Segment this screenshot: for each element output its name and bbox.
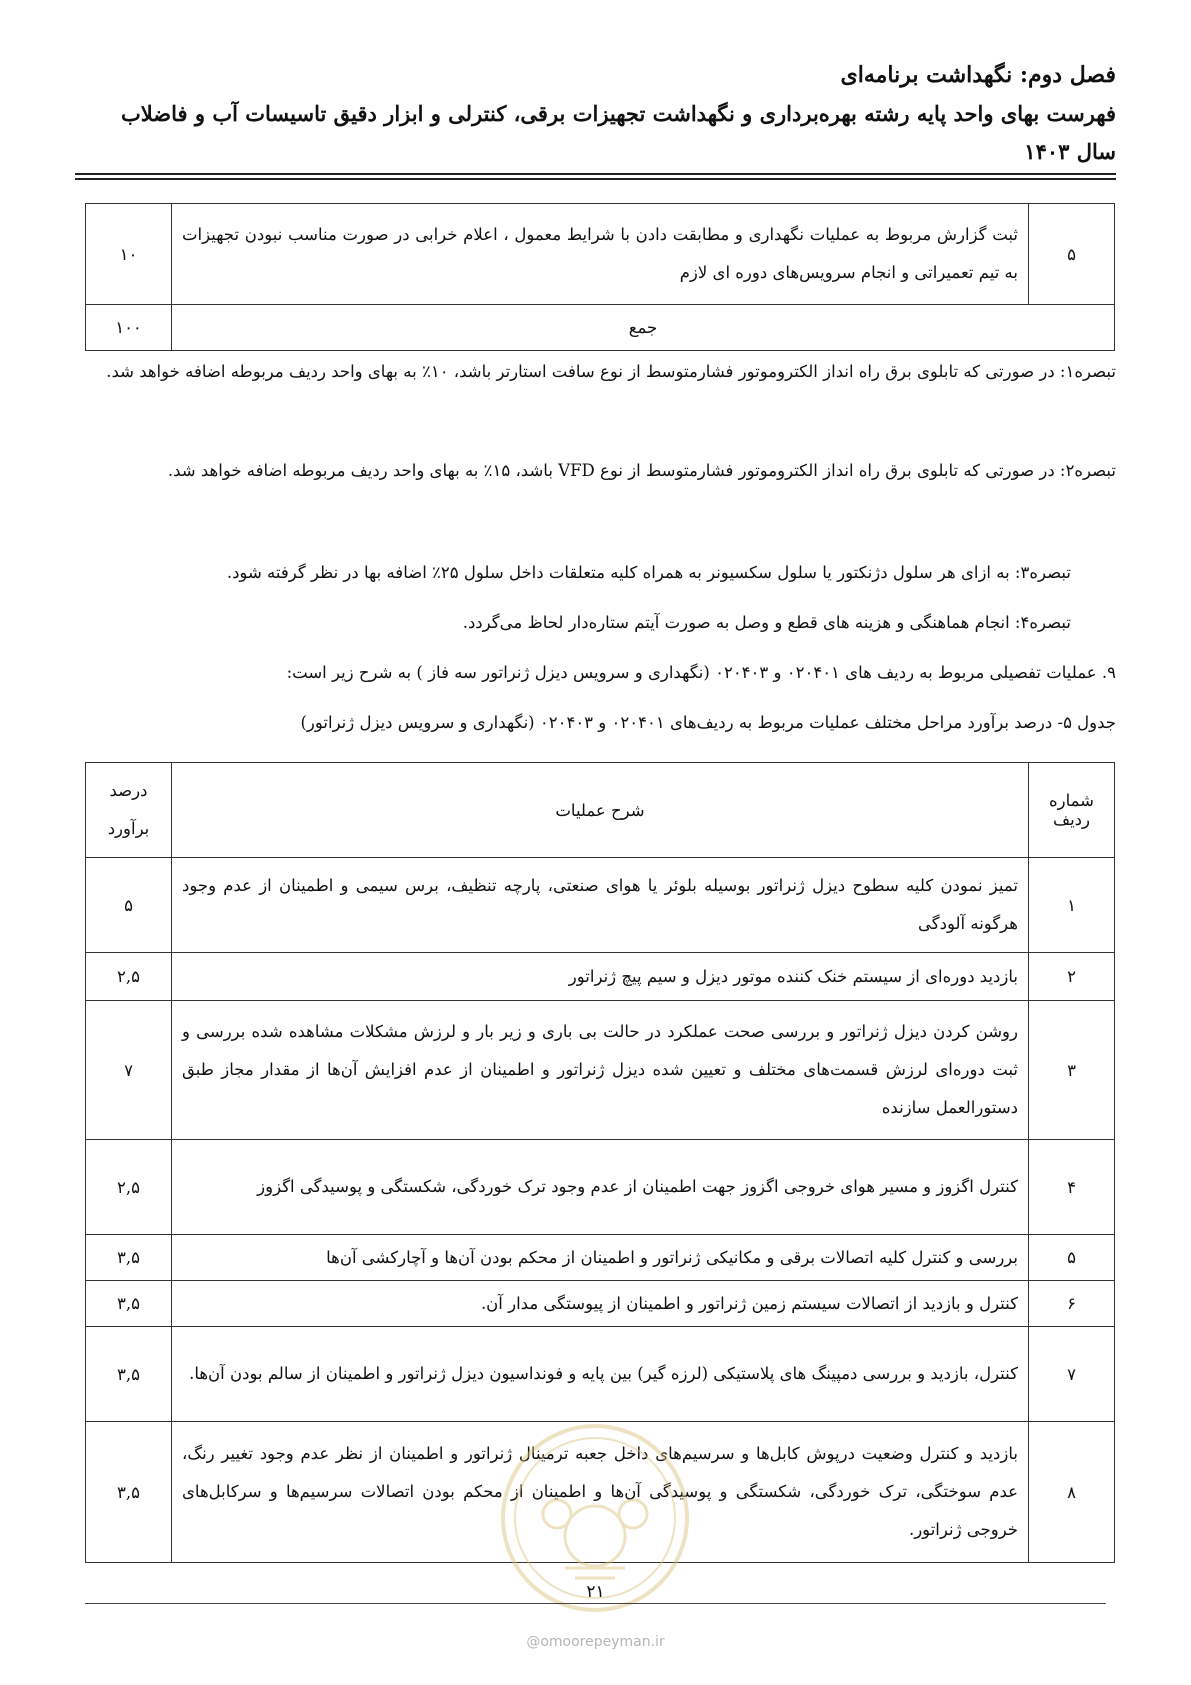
row-description: بازدید و کنترل وضعیت درپوش کابل‌ها و سرسیم‌های داخل جعبه ترمینال ژنراتور و اطمینان از نظر عدم وجود تغییر رنگ، عدم سوختگی، ترک خوردگی، شکستگی و پوسیدگی آن‌ها و اطمینان از محکم بودن اتصالات سرسیم‌ها و سرکابل‌های خروجی ژنراتور. <box>172 1422 1029 1563</box>
row-percent: ۷ <box>86 1001 172 1140</box>
table-header-row <box>86 763 1115 858</box>
table-row <box>86 1001 1115 1140</box>
row-percent: ۳,۵ <box>86 1422 172 1563</box>
note-2: تبصره۲: در صورتی که تابلوی برق راه انداز الکتروموتور فشارمتوسط از نوع VFD باشد، ۱۵٪ به بهای واحد ردیف مربوطه اضافه خواهد شد. <box>167 461 1116 480</box>
row-description: بازدید دوره‌ای از سیستم خنک کننده موتور دیزل و سیم پیچ ژنراتور <box>172 953 1029 1001</box>
row-percent: ۱۰ <box>86 204 172 305</box>
total-label: جمع <box>172 305 1115 351</box>
row-percent: ۲,۵ <box>86 1140 172 1235</box>
row-number: ۵ <box>1029 204 1115 305</box>
row-description: کنترل و بازدید از اتصالات سیستم زمین ژنراتور و اطمینان از پیوستگی مدار آن. <box>172 1281 1029 1327</box>
header-description: شرح عملیات <box>172 763 1029 858</box>
row-number: ۸ <box>1029 1422 1115 1563</box>
document-title: فهرست بهای واحد پایه رشته بهره‌برداری و نگهداشت تجهیزات برقی، کنترلی و ابزار دقیق تاسیسات آب و فاضلاب سال ۱۴۰۳ <box>120 101 1116 164</box>
row-percent: ۲,۵ <box>86 953 172 1001</box>
row-number: ۶ <box>1029 1281 1115 1327</box>
row-number: ۷ <box>1029 1327 1115 1422</box>
continued-table <box>85 203 1115 351</box>
watermark-url: @omoorepeyman.ir <box>526 1634 665 1650</box>
table-row <box>86 858 1115 953</box>
header-rule <box>75 173 1116 175</box>
header-rule-double <box>75 178 1116 180</box>
row-percent: ۳,۵ <box>86 1235 172 1281</box>
total-row <box>86 305 1115 351</box>
row-number: ۴ <box>1029 1140 1115 1235</box>
page-header <box>75 55 1116 171</box>
row-percent: ۳,۵ <box>86 1327 172 1422</box>
table-5-caption: جدول ۵- درصد برآورد مراحل مختلف عملیات مربوط به ردیف‌های ۰۲۰۴۰۱ و ۰۲۰۴۰۳ (نگهداری و سرویس دیزل ژنراتور) <box>300 713 1116 732</box>
table-row <box>86 1235 1115 1281</box>
table-row <box>86 953 1115 1001</box>
row-number: ۱ <box>1029 858 1115 953</box>
note-4: تبصره۴: انجام هماهنگی و هزینه های قطع و وصل به صورت آیتم ستاره‌دار لحاظ می‌گردد. <box>462 613 1071 632</box>
row-description: تمیز نمودن کلیه سطوح دیزل ژنراتور بوسیله بلوئر یا هوای صنعتی، پارچه تنظیف، برس سیمی و اطمینان از عدم وجود هرگونه آلودگی <box>172 858 1029 953</box>
chapter-title: فصل دوم: نگهداشت برنامه‌ای <box>840 62 1116 88</box>
row-number: ۵ <box>1029 1235 1115 1281</box>
row-description: روشن کردن دیزل ژنراتور و بررسی صحت عملکرد در حالت بی باری و زیر بار و لرزش مشکلات مشاهده شده بررسی و ثبت دوره‌ای لرزش قسمت‌های مختلف و تعیین شده دیزل ژنراتور و اطمینان از عدم افزایش آن‌ها از مقدار مجاز طبق دستورالعمل سازنده <box>172 1001 1029 1140</box>
table-row <box>86 1327 1115 1422</box>
row-description: کنترل، بازدید و بررسی دمپینگ های پلاستیکی (لرزه گیر) بین پایه و فونداسیون دیزل ژنراتور و اطمینان از سالم بودن آن‌ها. <box>172 1327 1029 1422</box>
row-description: ثبت گزارش مربوط به عملیات نگهداری و مطابقت دادن با شرایط معمول ، اعلام خرابی در صورت مناسب نبودن تجهیزات به تیم تعمیراتی و انجام سرویس‌های دوره ای لازم <box>172 204 1029 305</box>
header-percent: درصد برآورد <box>86 763 172 858</box>
footer-rule <box>85 1603 1106 1604</box>
table-row <box>86 204 1115 305</box>
row-number: ۲ <box>1029 953 1115 1001</box>
table-row <box>86 1140 1115 1235</box>
table-row <box>86 1281 1115 1327</box>
row-percent: ۵ <box>86 858 172 953</box>
note-1: تبصره۱: در صورتی که تابلوی برق راه انداز الکتروموتور فشارمتوسط از نوع سافت استارتر باشد، ۱۰٪ به بهای واحد ردیف مربوطه اضافه خواهد شد. <box>106 362 1116 381</box>
total-value: ۱۰۰ <box>86 305 172 351</box>
row-percent: ۳,۵ <box>86 1281 172 1327</box>
row-number: ۳ <box>1029 1001 1115 1140</box>
header-row-number: شماره ردیف <box>1029 763 1115 858</box>
row-description: بررسی و کنترل کلیه اتصالات برقی و مکانیکی ژنراتور و اطمینان از محکم بودن آن‌ها و آچارکشی آن‌ها <box>172 1235 1029 1281</box>
section-9-intro: ۹. عملیات تفصیلی مربوط به ردیف های ۰۲۰۴۰۱ و ۰۲۰۴۰۳ (نگهداری و سرویس دیزل ژنراتور سه فاز ) به شرح زیر است: <box>286 663 1116 682</box>
page-number: ۲۱ <box>586 1582 605 1602</box>
note-3: تبصره۳: به ازای هر سلول دژنکتور یا سلول سکسیونر به همراه کلیه متعلقات داخل سلول ۲۵٪ اضافه بها در نظر گرفته شود. <box>226 563 1071 582</box>
row-description: کنترل اگزوز و مسیر هوای خروجی اگزوز جهت اطمینان از عدم وجود ترک خوردگی، شکستگی و پوسیدگی اگزوز <box>172 1140 1029 1235</box>
